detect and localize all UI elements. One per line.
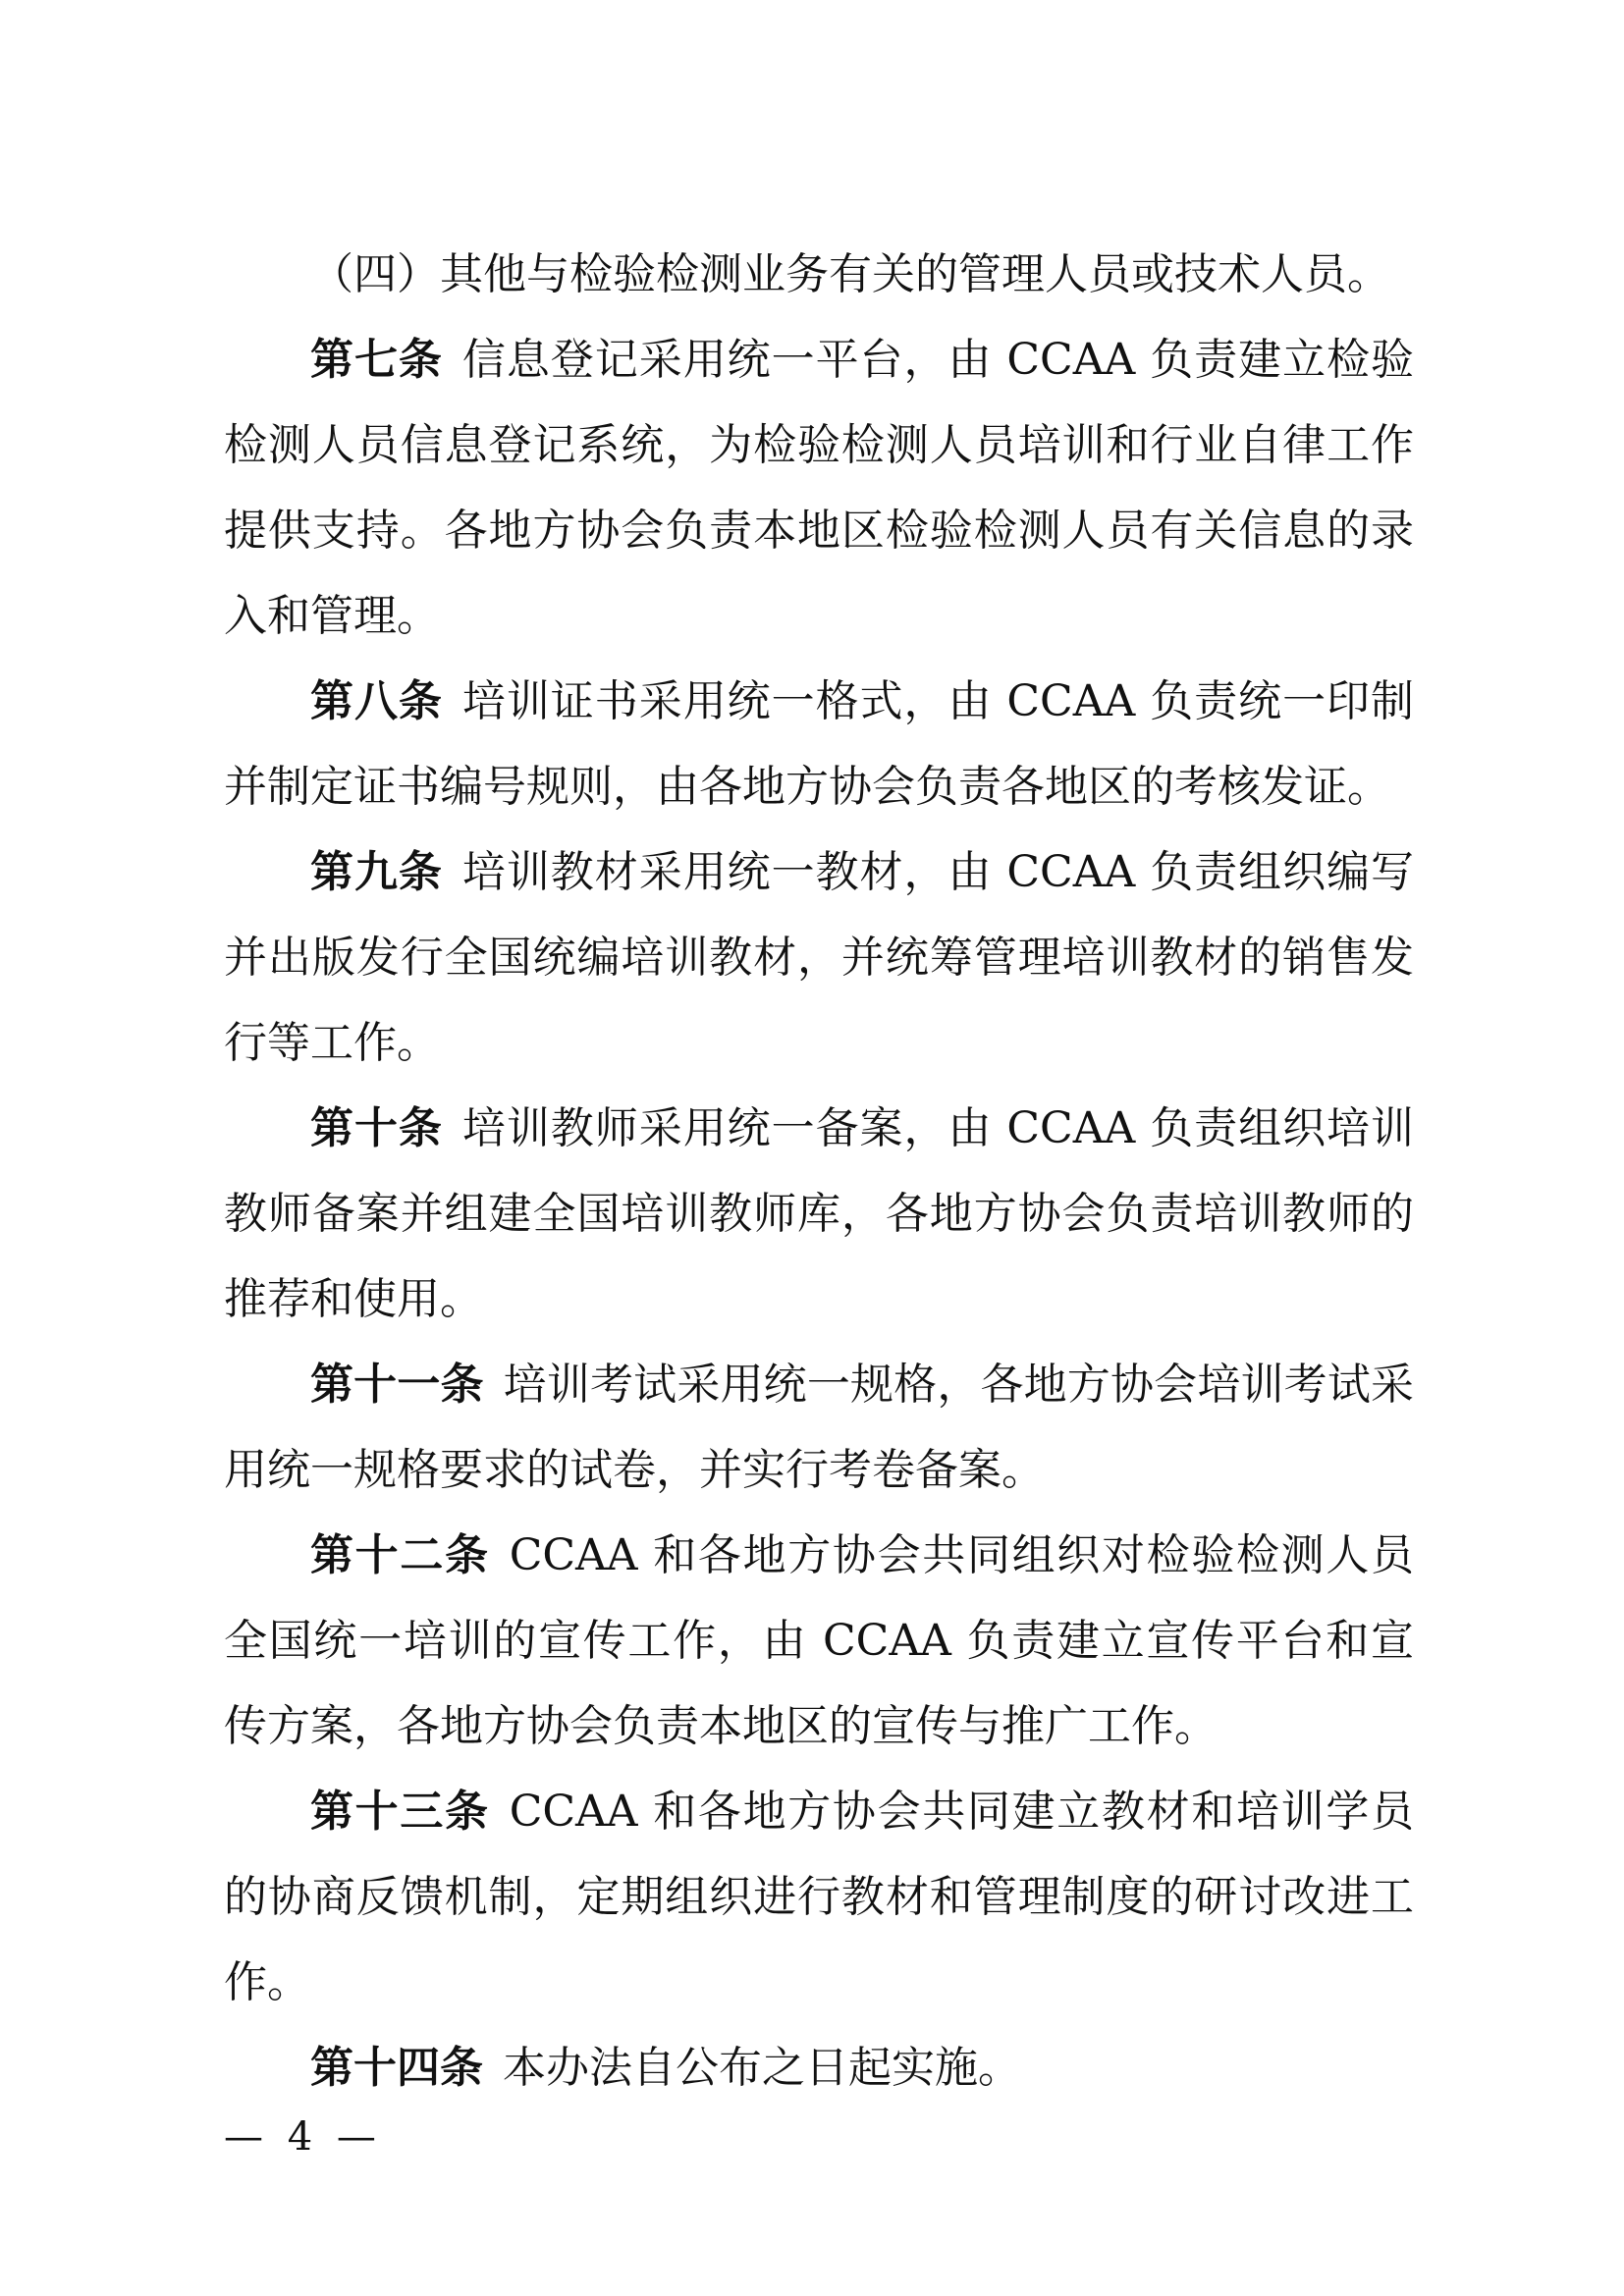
article-8: [224, 659, 1414, 829]
article-number: 第八条: [310, 676, 443, 726]
paragraph-text: （四）其他与检验检测业务有关的管理人员或技术人员。: [310, 249, 1390, 299]
article-text: 培训考试采用统一规格，各地方协会培训考试采用统一规格要求的试卷，并实行考卷备案。: [224, 1360, 1415, 1495]
article-number: 第十一条: [310, 1360, 484, 1410]
article-text: 培训教师采用统一备案，由 CCAA 负责组织培训教师备案并组建全国培训教师库，各地方协会负责培训教师的推荐和使用。: [224, 1103, 1415, 1324]
document-body: [224, 232, 1414, 2110]
article-14: [224, 2025, 1414, 2110]
article-text: CCAA 和各地方协会共同建立教材和培训学员的协商反馈机制，定期组织进行教材和管理制度的研讨改进工作。: [224, 1787, 1415, 2007]
article-number: 第十二条: [310, 1530, 490, 1580]
paragraph-item-4: [224, 232, 1414, 317]
article-text: 信息登记采用统一平台，由 CCAA 负责建立检验检测人员信息登记系统，为检验检测人员培训和行业自律工作提供支持。各地方协会负责本地区检验检测人员有关信息的录入和管理。: [224, 335, 1415, 641]
article-12: [224, 1513, 1414, 1769]
article-9: [224, 829, 1414, 1086]
article-text: 培训教材采用统一教材，由 CCAA 负责组织编写并出版发行全国统编培训教材，并统筹管理培训教材的销售发行等工作。: [224, 847, 1415, 1068]
page-number: — 4 —: [224, 2114, 382, 2160]
article-text: 本办法自公布之日起实施。: [503, 2043, 1021, 2093]
article-7: [224, 317, 1414, 659]
article-11: [224, 1342, 1414, 1513]
article-10: [224, 1086, 1414, 1342]
article-text: CCAA 和各地方协会共同组织对检验检测人员全国统一培训的宣传工作，由 CCAA 负责建立宣传平台和宣传方案，各地方协会负责本地区的宣传与推广工作。: [224, 1530, 1415, 1751]
article-number: 第九条: [310, 847, 443, 897]
article-number: 第十三条: [310, 1787, 490, 1837]
article-number: 第十四条: [310, 2043, 483, 2093]
article-number: 第十条: [310, 1103, 443, 1153]
article-text: 培训证书采用统一格式，由 CCAA 负责统一印制并制定证书编号规则，由各地方协会负责各地区的考核发证。: [224, 676, 1415, 812]
article-13: [224, 1769, 1414, 2025]
article-number: 第七条: [310, 335, 443, 385]
